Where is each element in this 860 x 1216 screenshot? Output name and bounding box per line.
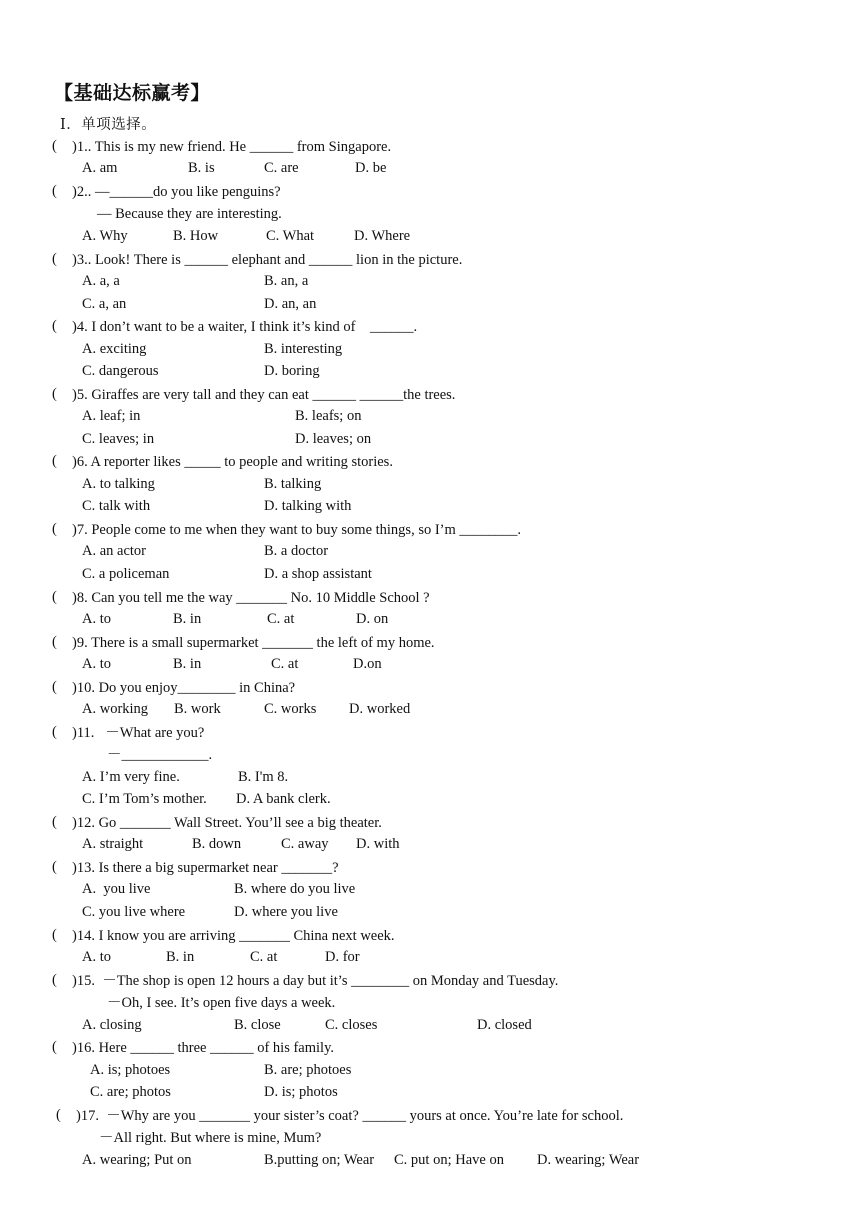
dialog-line: — Because they are interesting.: [97, 206, 282, 222]
answer-option: A. Why: [82, 228, 128, 244]
section-title: Ⅰ．单项选择。: [60, 117, 157, 133]
answer-option: D. worked: [349, 701, 411, 717]
answer-paren: (: [52, 972, 57, 988]
answer-option: D. on: [356, 611, 389, 627]
answer-option: C. are: [264, 160, 299, 176]
answer-option: C. dangerous: [82, 363, 159, 379]
answer-option: D. with: [356, 836, 400, 852]
answer-option: C. at: [271, 656, 299, 672]
answer-option: C. a, an: [82, 296, 127, 312]
answer-option: B. is: [188, 160, 215, 176]
answer-option: B. work: [174, 701, 221, 717]
answer-option: B.putting on; Wear: [264, 1152, 375, 1168]
answer-option: D. an, an: [264, 296, 317, 312]
answer-option: B. are; photoes: [264, 1062, 352, 1078]
question-stem: )4. I don’t want to be a waiter, I think it’s kind of ______.: [72, 319, 418, 335]
answer-option: C. at: [267, 611, 295, 627]
answer-paren: (: [52, 183, 57, 199]
answer-option: B. in: [173, 656, 202, 672]
question-stem: )1.. This is my new friend. He ______ from Singapore.: [72, 139, 392, 155]
answer-option: D. closed: [477, 1017, 532, 1033]
answer-paren: (: [56, 1107, 61, 1123]
answer-option: B. close: [234, 1017, 281, 1033]
question-stem: )17. －Why are you _______ your sister’s coat? ______ yours at once. You’re late for school.: [76, 1108, 624, 1124]
answer-option: A. wearing; Put on: [82, 1152, 192, 1168]
answer-option: C. at: [250, 949, 278, 965]
answer-option: A. a, a: [82, 273, 120, 289]
answer-option: B. an, a: [264, 273, 309, 289]
dialog-line: －____________.: [107, 747, 213, 763]
page-heading: 【基础达标赢考】: [54, 82, 211, 104]
dialog-line: －All right. But where is mine, Mum?: [99, 1130, 322, 1146]
answer-paren: (: [52, 386, 57, 402]
question-stem: )13. Is there a big supermarket near _______?: [72, 860, 339, 876]
answer-paren: (: [52, 521, 57, 537]
answer-option: D. leaves; on: [295, 431, 372, 447]
answer-paren: (: [52, 927, 57, 943]
answer-paren: (: [52, 589, 57, 605]
answer-paren: (: [52, 318, 57, 334]
answer-paren: (: [52, 138, 57, 154]
question-stem: )14. I know you are arriving _______ China next week.: [72, 928, 395, 944]
answer-option: C. are; photos: [90, 1084, 171, 1100]
answer-option: B. a doctor: [264, 543, 329, 559]
answer-option: C. leaves; in: [82, 431, 155, 447]
question-stem: )2.. —______do you like penguins?: [72, 184, 281, 200]
answer-option: A. closing: [82, 1017, 142, 1033]
answer-option: A. straight: [82, 836, 144, 852]
answer-option: A. to: [82, 656, 111, 672]
answer-option: B. down: [192, 836, 242, 852]
answer-option: D. Where: [354, 228, 411, 244]
question-stem: )11. －What are you?: [72, 725, 205, 741]
answer-option: A. leaf; in: [82, 408, 141, 424]
answer-option: A. to talking: [82, 476, 155, 492]
answer-paren: (: [52, 634, 57, 650]
answer-option: B. in: [166, 949, 195, 965]
answer-option: A. an actor: [82, 543, 147, 559]
answer-paren: (: [52, 1039, 57, 1055]
answer-option: A. to: [82, 949, 111, 965]
answer-option: C. put on; Have on: [394, 1152, 504, 1168]
answer-option: A. working: [82, 701, 149, 717]
answer-option: B. I'm 8.: [238, 769, 289, 785]
question-stem: )15. －The shop is open 12 hours a day but it’s ________ on Monday and Tuesday.: [72, 973, 559, 989]
answer-option: C. a policeman: [82, 566, 170, 582]
answer-option: D. be: [355, 160, 387, 176]
answer-option: B. talking: [264, 476, 322, 492]
dialog-line: －Oh, I see. It’s open five days a week.: [107, 995, 336, 1011]
question-stem: )9. There is a small supermarket _______ the left of my home.: [72, 635, 435, 651]
answer-option: D.on: [353, 656, 382, 672]
question-stem: )12. Go _______ Wall Street. You’ll see a big theater.: [72, 815, 382, 831]
question-stem: )3.. Look! There is ______ elephant and ______ lion in the picture.: [72, 252, 463, 268]
answer-option: D. boring: [264, 363, 320, 379]
question-stem: )5. Giraffes are very tall and they can eat ______ ______the trees.: [72, 387, 456, 403]
answer-option: B. interesting: [264, 341, 343, 357]
answer-option: B. in: [173, 611, 202, 627]
answer-option: A. am: [82, 160, 118, 176]
answer-option: B. How: [173, 228, 219, 244]
answer-option: B. leafs; on: [295, 408, 362, 424]
answer-option: D. is; photos: [264, 1084, 338, 1100]
answer-option: D. talking with: [264, 498, 352, 514]
answer-option: B. where do you live: [234, 881, 356, 897]
answer-option: C. talk with: [82, 498, 151, 514]
question-stem: )6. A reporter likes _____ to people and writing stories.: [72, 454, 393, 470]
answer-option: C. works: [264, 701, 317, 717]
answer-paren: (: [52, 859, 57, 875]
question-stem: )16. Here ______ three ______ of his family.: [72, 1040, 335, 1056]
answer-option: A. you live: [82, 881, 151, 897]
question-stem: )8. Can you tell me the way _______ No. 10 Middle School ?: [72, 590, 430, 606]
answer-option: C. you live where: [82, 904, 186, 920]
answer-paren: (: [52, 251, 57, 267]
answer-option: C. closes: [325, 1017, 378, 1033]
answer-option: D. a shop assistant: [264, 566, 372, 582]
answer-paren: (: [52, 453, 57, 469]
answer-option: D. for: [325, 949, 360, 965]
question-stem: )7. People come to me when they want to buy some things, so I’m ________.: [72, 522, 522, 538]
answer-option: D. A bank clerk.: [236, 791, 331, 807]
question-stem: )10. Do you enjoy________ in China?: [72, 680, 296, 696]
answer-option: C. What: [266, 228, 315, 244]
answer-option: D. wearing; Wear: [537, 1152, 640, 1168]
answer-option: A. to: [82, 611, 111, 627]
answer-option: A. exciting: [82, 341, 147, 357]
answer-option: C. I’m Tom’s mother.: [82, 791, 207, 807]
answer-option: D. where you live: [234, 904, 338, 920]
answer-option: A. I’m very fine.: [82, 769, 180, 785]
answer-option: C. away: [281, 836, 329, 852]
answer-option: A. is; photoes: [90, 1062, 171, 1078]
answer-paren: (: [52, 724, 57, 740]
answer-paren: (: [52, 814, 57, 830]
answer-paren: (: [52, 679, 57, 695]
